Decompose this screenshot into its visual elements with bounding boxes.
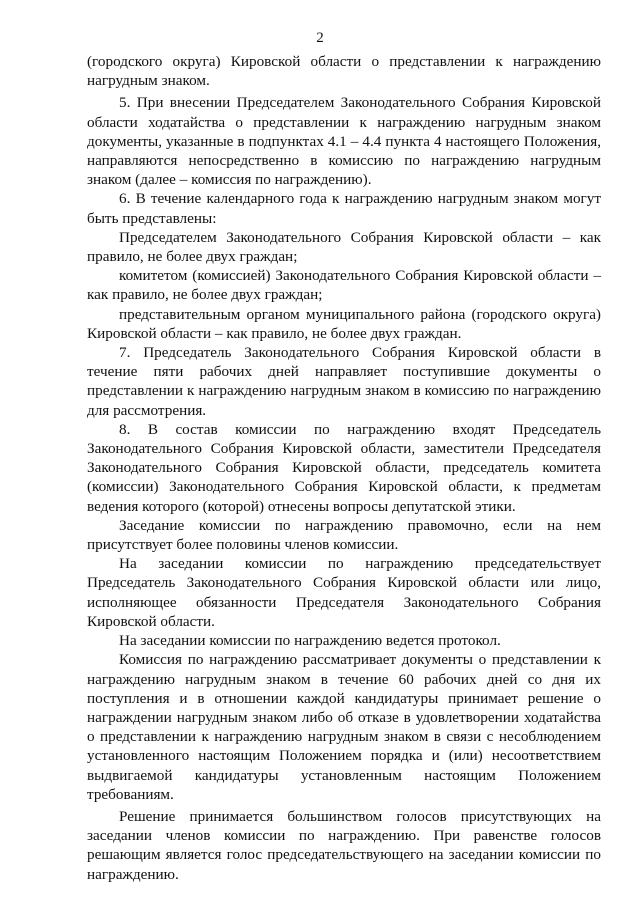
paragraph-item-8: 8. В состав комиссии по награждению входят Председатель Законодательного Собрания Кировской области, заместители Председателя Законодательного Собрания Кировской области, председатель комитета (комиссии) Законодательного Собрания Кировской области, к предметам ведения которого (которой) отнесены вопросы депутатской этики. [87,420,601,515]
paragraph: Председателем Законодательного Собрания Кировской области – как правило, не более двух граждан; [87,228,601,266]
paragraph: Комиссия по награждению рассматривает документы о представлении к награждению нагрудным знаком в течение 60 рабочих дней со дня их поступления и в отношении каждой кандидатуры принимает решение о награждении нагрудным знаком либо об отказе в удовлетворении ходатайства о представлении к награждению нагрудным знаком в связи с несоблюдением установленного настоящим Положением порядка и (или) несоответствием выдвигаемой кандидатуры установленным настоящим Положением требованиям. [87,651,601,803]
paragraph: (городского округа) Кировской области о представлении к награждению нагрудным знаком. [87,53,601,90]
paragraph: представительным органом муниципального района (городского округа) Кировской области – как правило, не более двух граждан. [87,305,601,342]
paragraph: На заседании комиссии по награждению председательствует Председатель Законодательного Собрания Кировской области или лицо, исполняющее обязанности Председателя Законодательного Собрания Кировской области. [87,555,601,630]
paragraph-item-7: 7. Председатель Законодательного Собрания Кировской области в течение пяти рабочих дней направляет поступившие документы о представлении к награждению нагрудным знаком в комиссию по награждению для рассмотрения. [87,344,601,419]
paragraph: На заседании комиссии по награждению ведется протокол. [119,632,501,650]
page-number: 2 [316,30,324,46]
document-body [87,52,601,884]
paragraph: комитетом (комиссией) Законодательного Собрания Кировской области – как правило, не более двух граждан; [87,267,601,304]
paragraph: Заседание комиссии по награждению правомочно, если на нем присутствует более половины членов комиссии. [87,516,601,554]
paragraph-item-5: 5. При внесении Председателем Законодательного Собрания Кировской области ходатайства о представлении к награждению нагрудным знаком документы, указанные в подпунктах 4.1 – 4.4 пункта 4 настоящего Положения, направляются непосредственно в комиссию по награждению нагрудным знаком (далее – комиссия по награждению). [87,94,601,189]
paragraph-item-6: 6. В течение календарного года к награждению нагрудным знаком могут быть представлены: [87,190,601,227]
paragraph: Решение принимается большинством голосов присутствующих на заседании членов комиссии по награждению. При равенстве голосов решающим является голос председательствующего на заседании комиссии по награждению. [87,807,601,883]
